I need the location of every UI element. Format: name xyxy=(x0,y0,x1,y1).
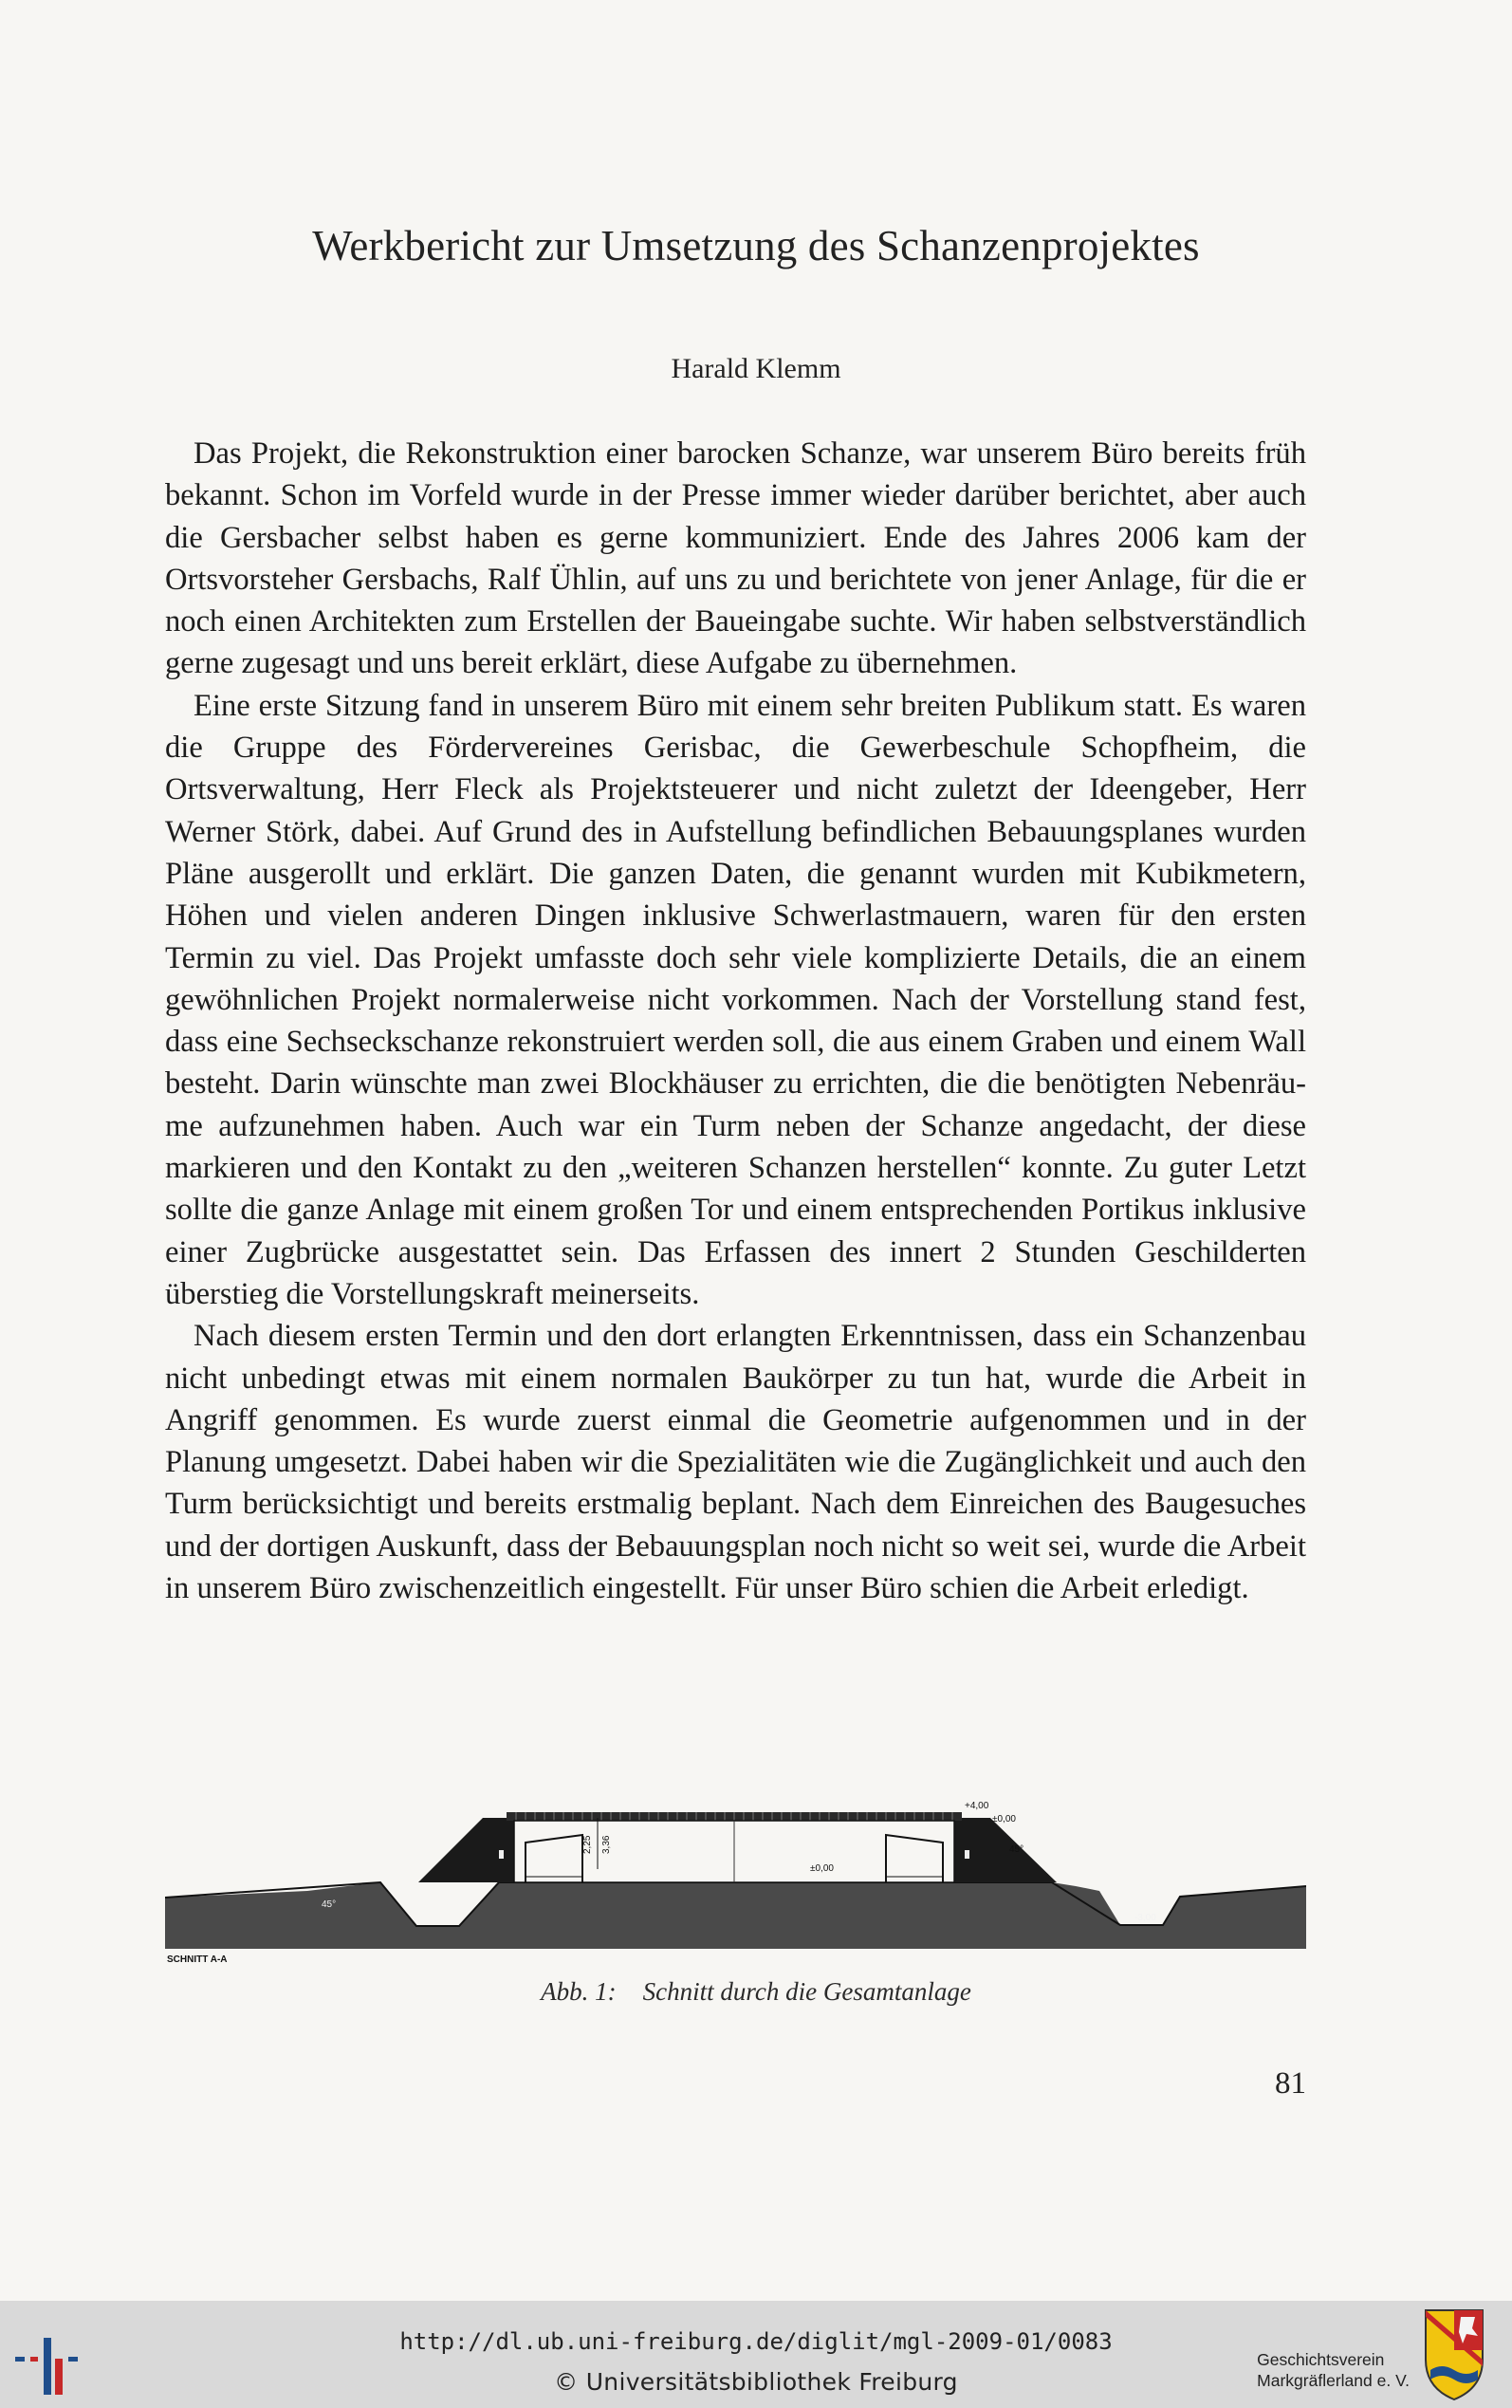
section-drawing-svg xyxy=(165,1795,1306,1968)
footer-copyright: © Universitätsbibliothek Freiburg xyxy=(554,2368,958,2396)
society-line-1: Geschichtsverein xyxy=(1257,2350,1385,2369)
dim-height-336: 3,36 xyxy=(601,1835,612,1854)
angle-left: 45° xyxy=(322,1899,337,1910)
author-name: Harald Klemm xyxy=(671,353,841,384)
paragraph-3: Nach diesem ersten Termin und den dort erlangten Erkenntnissen, dass ein Schanzenbau nicht unbedingt etwas mit einem normalen Baukörper zu tun hat, wurde die Arbeit in Angriff genommen. Es wurde zuerst einmal die Geometrie aufgenommen und in der Planung umgesetzt. Dabei haben wir die Spezialitäten wie die Zugänglichkeit und auch den Turm berücksichtigt und bereits erstmalig beplant. Nach dem Einreichen des Baugesuches und der dortigen Auskunft, dass der Bebauungsplan noch nicht so weit sei, wurde die Arbeit in unserem Büro zwischenzeitlich eingestellt. Für unser Büro schien die Arbeit erledigt. xyxy=(165,1319,1306,1606)
caption-text: Schnitt durch die Gesamtanlage xyxy=(642,1977,971,2006)
dim-height-225: 2,25 xyxy=(582,1835,593,1854)
dim-minus-300: -3,00 xyxy=(1134,1913,1156,1923)
article-body xyxy=(165,433,1306,1609)
dim-zero-inner: ±0,00 xyxy=(810,1863,834,1874)
post-right xyxy=(965,1850,969,1859)
page-number: 81 xyxy=(1275,2066,1306,2101)
society-line-2: Markgräflerland e. V. xyxy=(1257,2371,1410,2390)
section-drawing xyxy=(165,1795,1306,1968)
page-title: Werkbericht zur Umsetzung des Schanzenprojektes xyxy=(312,222,1200,269)
coat-of-arms-icon xyxy=(1423,2307,1485,2402)
dim-zero-top: ±0,00 xyxy=(992,1814,1016,1825)
post-left xyxy=(499,1850,504,1859)
paragraph-2: Eine erste Sitzung fand in unserem Büro mit einem sehr breiten Publikum statt. Es waren die Gruppe des Fördervereines Gerisbac, die Gewerbeschule Schopfheim, die Ortsverwaltung, Herr Fleck als Projektsteuerer und nicht zuletzt der Ideengeber, Herr Werner Störk, dabei. Auf Grund des in Aufstellung befindlichen Bebauungsplanes wurden Pläne ausgerollt und erklärt. Die ganzen Daten, die genannt wurden mit Kubikmetern, Höhen und vielen anderen Dingen inklusive Schwerlastmauern, waren für den ersten Termin zu viel. Das Projekt umfasste doch sehr viele komplizierte Details, die an einem gewöhnlichen Projekt normalerweise nicht vorkommen. Nach der Vorstellung stand fest, dass eine Sechseckschanze rekonstruiert werden soll, die aus einem Graben und einem Wall besteht. Darin wünschte man zwei Blockhäuser zu errichten, die die benötigten Nebenräume aufzunehmen haben. Auch war ein Turm neben der Schanze angedacht, der diese markieren und den Kontakt zu den „weiteren Schanzen herstellen“ konnte. Zu guter Letzt sollte die ganze Anlage mit einem großen Tor und einem entsprechenden Portikus inklusive einer Zugbrücke ausgestattet sein. Das Erfassen des innert 2 Stunden Geschilderten überstieg die Vorstellungskraft meinerseits. xyxy=(165,688,1306,1311)
caption-number: Abb. 1: xyxy=(541,1977,617,2006)
section-label: SCHNITT A-A xyxy=(167,1954,228,1965)
footer-url-link[interactable]: http://dl.ub.uni-freiburg.de/diglit/mgl-2009-01/0083 xyxy=(399,2328,1113,2355)
paragraph-1: Das Projekt, die Rekonstruktion einer barocken Schanze, war unserem Büro bereits früh bekannt. Schon im Vorfeld wurde in der Presse immer wieder darüber berichtet, aber auch die Gersbacher selbst haben es gerne kommuniziert. Ende des Jahres 2006 kam der Ortsvorsteher Gersbachs, Ralf Ühlin, auf uns zu und berichtete von jener Anlage, für die er noch einen Architekten zum Erstellen der Baueingabe suchte. Wir haben selbstverständlich gerne zugesagt und uns bereit erklärt, diese Aufgabe zu übernehmen. xyxy=(165,436,1306,681)
dim-plus-400: +4,00 xyxy=(965,1801,989,1811)
angle-right: 45° xyxy=(1009,1844,1024,1855)
figure-caption xyxy=(0,1977,1512,2007)
society-name xyxy=(1257,2349,1410,2391)
rampart-right xyxy=(954,1818,1057,1882)
